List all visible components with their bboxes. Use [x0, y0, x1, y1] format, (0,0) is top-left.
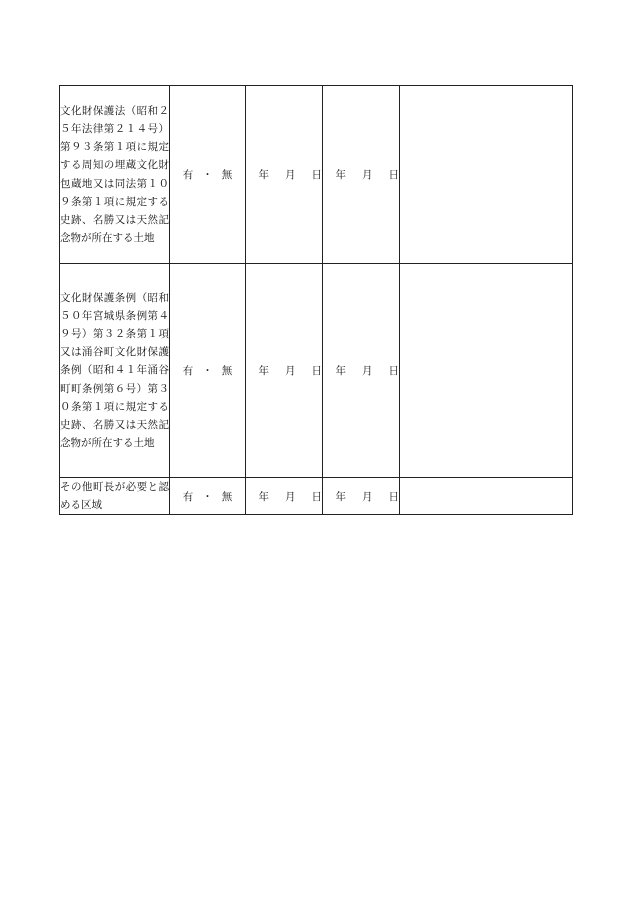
year-label: 年 [258, 365, 269, 377]
month-label: 月 [362, 490, 373, 503]
year-label: 年 [335, 169, 346, 181]
day-label: 日 [388, 490, 399, 503]
day-label: 日 [311, 365, 322, 377]
date-cell[interactable] [246, 86, 323, 264]
yes-option[interactable]: 有 [182, 169, 194, 181]
category-cell: その他町長が必要と認める区域 [60, 478, 170, 515]
yes-option[interactable]: 有 [182, 490, 194, 503]
year-label: 年 [335, 365, 346, 377]
day-label: 日 [388, 365, 399, 377]
remarks-cell[interactable] [400, 264, 573, 478]
year-label: 年 [335, 490, 346, 503]
existence-cell [170, 478, 246, 515]
year-label: 年 [258, 169, 269, 181]
yes-option[interactable]: 有 [182, 365, 194, 377]
month-label: 月 [285, 365, 296, 377]
table-row [60, 86, 573, 264]
category-cell: 文化財保護条例（昭和５０年宮城県条例第４９号）第３２条第１項又は涌谷町文化財保護条例（昭和４１年涌谷町町条例第６号）第３０条第１項に規定する史跡、名勝又は天然記念物が所在する土地 [60, 264, 170, 478]
date-cell[interactable] [323, 86, 400, 264]
date-cell[interactable] [246, 264, 323, 478]
date-cell[interactable] [323, 264, 400, 478]
month-label: 月 [285, 169, 296, 181]
day-label: 日 [311, 169, 322, 181]
month-label: 月 [285, 490, 296, 503]
category-cell: 文化財保護法（昭和２５年法律第２１４号）第９３条第１項に規定する周知の埋蔵文化財包蔵地又は同法第１０９条第１項に規定する史跡、名勝又は天然記念物が所在する土地 [60, 86, 170, 264]
year-label: 年 [258, 490, 269, 503]
date-cell[interactable] [323, 478, 400, 515]
no-option[interactable]: 無 [221, 365, 233, 377]
day-label: 日 [311, 490, 322, 503]
remarks-cell[interactable] [400, 86, 573, 264]
remarks-cell[interactable] [400, 478, 573, 515]
month-label: 月 [362, 169, 373, 181]
option-separator: ・ [202, 365, 213, 377]
existence-cell [170, 264, 246, 478]
table-row [60, 478, 573, 515]
no-option[interactable]: 無 [221, 169, 233, 181]
table-row [60, 264, 573, 478]
existence-cell [170, 86, 246, 264]
option-separator: ・ [202, 169, 213, 181]
cultural-property-table [59, 85, 573, 515]
date-cell[interactable] [246, 478, 323, 515]
option-separator: ・ [202, 490, 213, 503]
no-option[interactable]: 無 [221, 490, 233, 503]
month-label: 月 [362, 365, 373, 377]
day-label: 日 [388, 169, 399, 181]
